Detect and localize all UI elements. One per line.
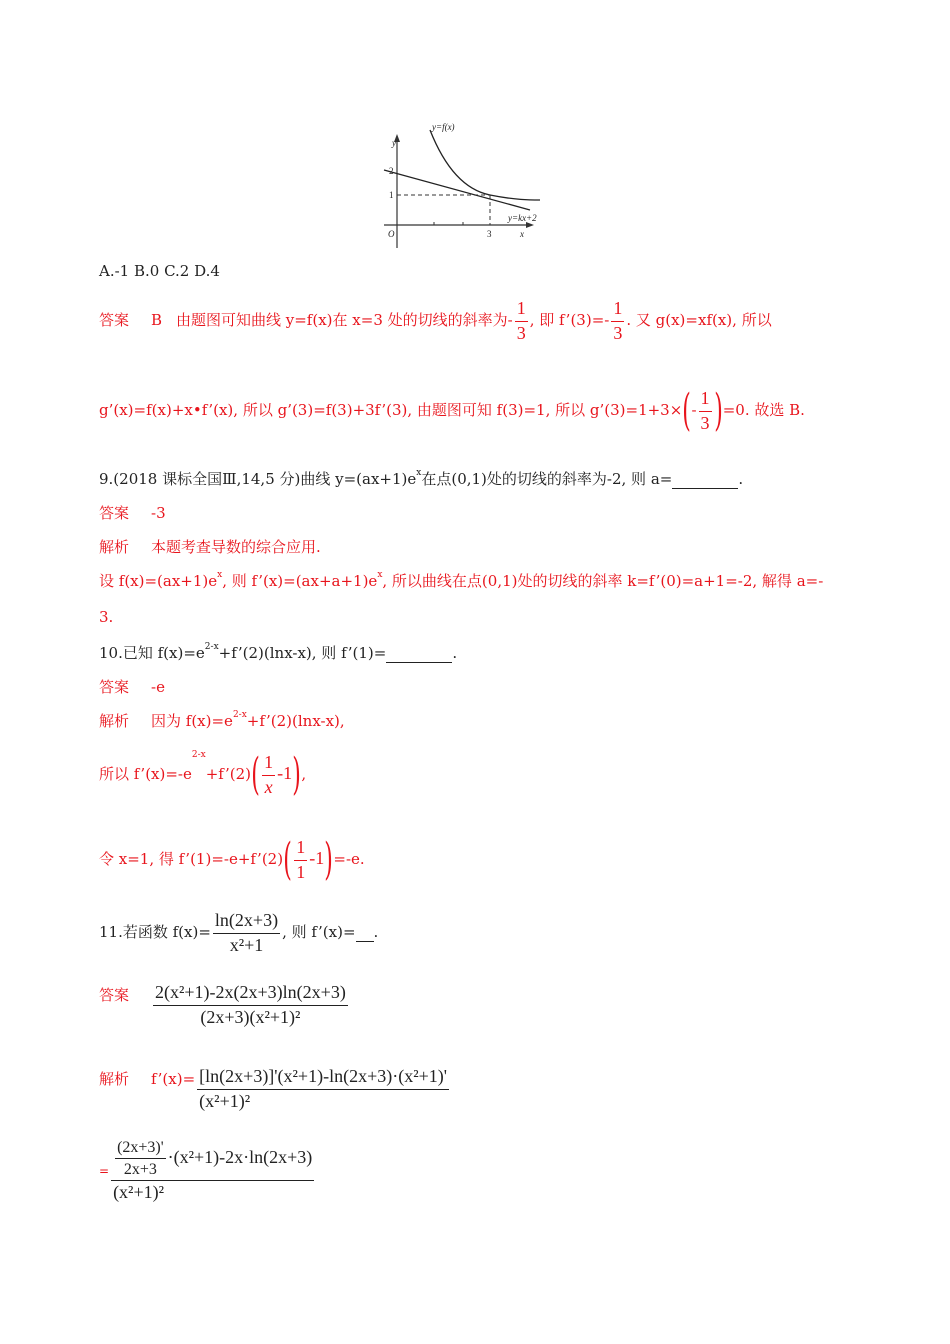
q8-text-1: 由题图可知曲线 y=f(x)在 x=3 处的切线的斜率为- [176,311,513,330]
answer-blank [672,470,738,489]
tick-y2: 2 [389,166,394,176]
q8-text-2: , 即 f’(3)=- [529,311,610,330]
q9-stem: 9.(2018 课标全国Ⅲ,14,5 分)曲线 $y=(ax+1)e^x$在点(0,1)处的切线的斜率为-2, 则 a= . [99,468,744,488]
answer-value: B [151,311,163,330]
q11-stem: 11.若函数 f(x)= $\frac{\ln(2x+3)}{\text{x²+1}}$ , 则 f’(x)= . [99,910,379,955]
q8-options: A.-1 B.0 C.2 D.4 [99,262,220,280]
q8-line-2: g’(x)=f(x)+x•f’(x), 所以 g’(3)=f(3)+3f’(3), 由题图可知 f(3)=1, 所以 g’(3)=1+3×(- $\frac{1}{3}$ )=0. 故选 B. [99,385,805,437]
line-label: y=kx+2 [508,213,537,223]
fraction-one-third: $\frac{1}{3}$ [613,298,623,343]
answer-label: 答案 [99,311,130,330]
stem-fraction: $\frac{\ln(2x+3)}{\text{x²+1}}$ [214,910,279,955]
q11-analysis: 解析 f’(x)= $\frac{\text{[ln(2x+3)]'(x²+1)-ln(2x+3)·(x²+1)'}}{\text{(x²+1)²}}$ [99,1066,447,1111]
curve-f [430,130,540,200]
fraction-one-third: $\frac{1}{3}$ [516,298,526,343]
x-axis-label: x [520,229,524,239]
q10-line-3: 令 x=1, 得 f’(1)=-e+f’(2)( $\frac{1}{1}$ -1)=-e. [99,834,365,886]
curve-label: y=f(x) [432,122,455,132]
q10-answer: 答案 -e [99,678,165,696]
answer-blank [356,923,374,942]
function-graph [370,118,570,253]
origin-label: O [388,229,395,239]
fraction-one-third: $\frac{1}{3}$ [700,388,710,433]
q9-answer: 答案 -3 [99,504,166,522]
y-axis-label: y [392,138,396,148]
q9-line-4: 3. [99,608,114,626]
q11-answer: 答案 $\frac{\text{2(x²+1)-2x(2x+3)ln(2x+3)}}{\text{(2x+3)(x²+1)²}}$ [99,982,346,1027]
fraction-one-over-x: $\frac{1}{x}$ [264,752,274,797]
q9-analysis: 解析 本题考查导数的综合应用. [99,538,321,556]
answer-blank [386,644,452,663]
tick-x3: 3 [487,229,492,239]
q8-text-5: =0. 故选 B. [722,401,805,420]
q8-text-3: . 又 g(x)=xf(x), 所以 [626,311,772,330]
fraction-one-over-one: $\frac{1}{1}$ [296,837,306,882]
q8-answer-line [99,298,772,344]
q8-text-4: g’(x)=f(x)+x•f’(x), 所以 g’(3)=f(3)+3f’(3), 由题图可知 f(3)=1, 所以 g’(3)=1+3× [99,401,683,420]
answer-fraction: $\frac{\text{2(x²+1)-2x(2x+3)ln(2x+3)}}{\text{(2x+3)(x²+1)²}}$ [155,982,346,1027]
tick-y1: 1 [389,190,394,200]
q10-stem: 10.已知 $f(x)=e^{2-x}+f’(2)(\ln x-x)$, 则 f’(1)= . [99,642,458,662]
analysis-fraction: $\frac{\text{[ln(2x+3)]'(x²+1)-ln(2x+3)·(x²+1)'}}{\text{(x²+1)²}}$ [199,1066,447,1111]
q10-analysis: 解析 因为 $f(x)=e^{2-x}+f’(2)(\ln x-x)$, [99,710,345,730]
step2-fraction: $\frac{(2x+3)'}{2x+3}$ ·(x²+1)-2x·ln(2x+3) (x²+1)² [113,1139,313,1203]
q10-line-2: 所以 $f’(x)=-e^{2-x}+f’(2)$( $\frac{1}{x}$ -1), [99,749,307,801]
q9-line-3: 设 $f(x)=(ax+1)e^x$, 则 $f’(x)=(ax+a+1)e^x$, 所以曲线在点(0,1)处的切线的斜率 k=f’(0)=a+1=-2, 解得 a=- [99,570,824,590]
q11-step-2: = $\frac{(2x+3)'}{2x+3}$ ·(x²+1)-2x·ln(2x+3) (x²+1)² [99,1139,313,1203]
